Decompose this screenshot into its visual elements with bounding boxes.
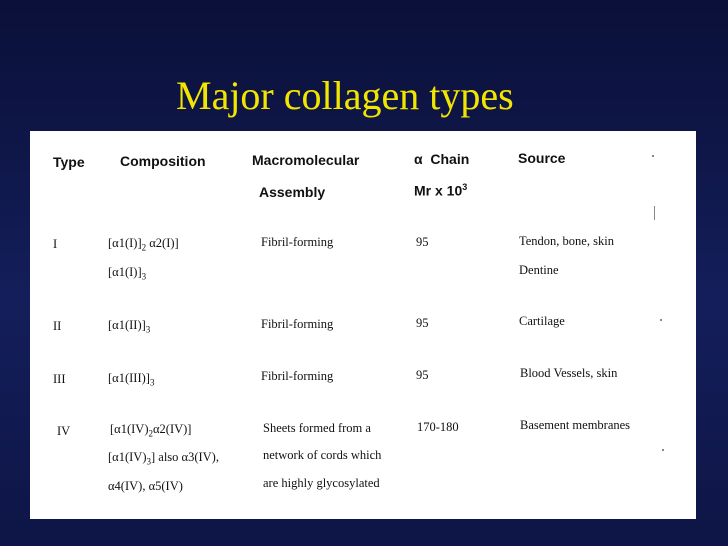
row-source: Blood Vessels, skin (520, 366, 618, 380)
slide-title: Major collagen types (176, 73, 514, 118)
header-mr (414, 182, 467, 199)
row-assembly: Fibril-forming (261, 369, 334, 383)
row-composition: $[\alpha 1(III)]_3$ (108, 371, 155, 388)
row-composition: $[\alpha 1(I)]_2$ α2(I)] (108, 236, 179, 253)
row-mr: 95 (416, 316, 429, 330)
collagen-table (30, 131, 696, 519)
header-source: Source (518, 150, 566, 166)
row-composition: $[\alpha 1(I)]_3$ (108, 265, 147, 282)
alpha-symbol: α (414, 151, 423, 167)
row-mr: 95 (416, 235, 429, 249)
header-chain (414, 151, 469, 167)
row-source: Cartilage (519, 314, 565, 328)
row-type: II (53, 319, 62, 333)
row-source: Dentine (519, 263, 559, 277)
row-assembly: Fibril-forming (261, 235, 334, 249)
row-type: I (53, 237, 58, 251)
row-assembly: Sheets formed from a (263, 421, 371, 435)
scan-artifact (660, 319, 662, 321)
row-source: Tendon, bone, skin (519, 234, 614, 248)
header-type: Type (53, 154, 85, 170)
row-composition: $[\alpha 1(IV)_2\alpha 2(IV)]$ (110, 422, 192, 439)
row-type: IV (57, 424, 71, 438)
row-assembly: Fibril-forming (261, 317, 334, 331)
header-assembly: Assembly (259, 184, 326, 200)
row-assembly: are highly glycosylated (263, 476, 380, 490)
row-composition: $[\alpha 1(II)]_3$ (108, 318, 151, 335)
header-composition: Composition (120, 153, 206, 169)
row-source: Basement membranes (520, 418, 631, 432)
row-type: III (53, 372, 66, 386)
row-composition: α4(IV), α5(IV) (108, 479, 183, 493)
header-mr-label: Mr x 10 (414, 182, 463, 199)
row-mr: 170-180 (417, 420, 459, 434)
header-macromolecular: Macromolecular (252, 152, 360, 168)
scan-artifact (652, 155, 654, 157)
row-composition: $[\alpha 1(IV)_3]$ also α3(IV), (108, 450, 219, 467)
row-assembly: network of cords which (263, 448, 382, 462)
header-chain-label: Chain (430, 151, 470, 167)
row-mr: 95 (416, 368, 429, 382)
scan-artifact (662, 449, 664, 451)
scan-artifact (654, 206, 655, 220)
header-mr-exponent: 3 (462, 182, 468, 192)
